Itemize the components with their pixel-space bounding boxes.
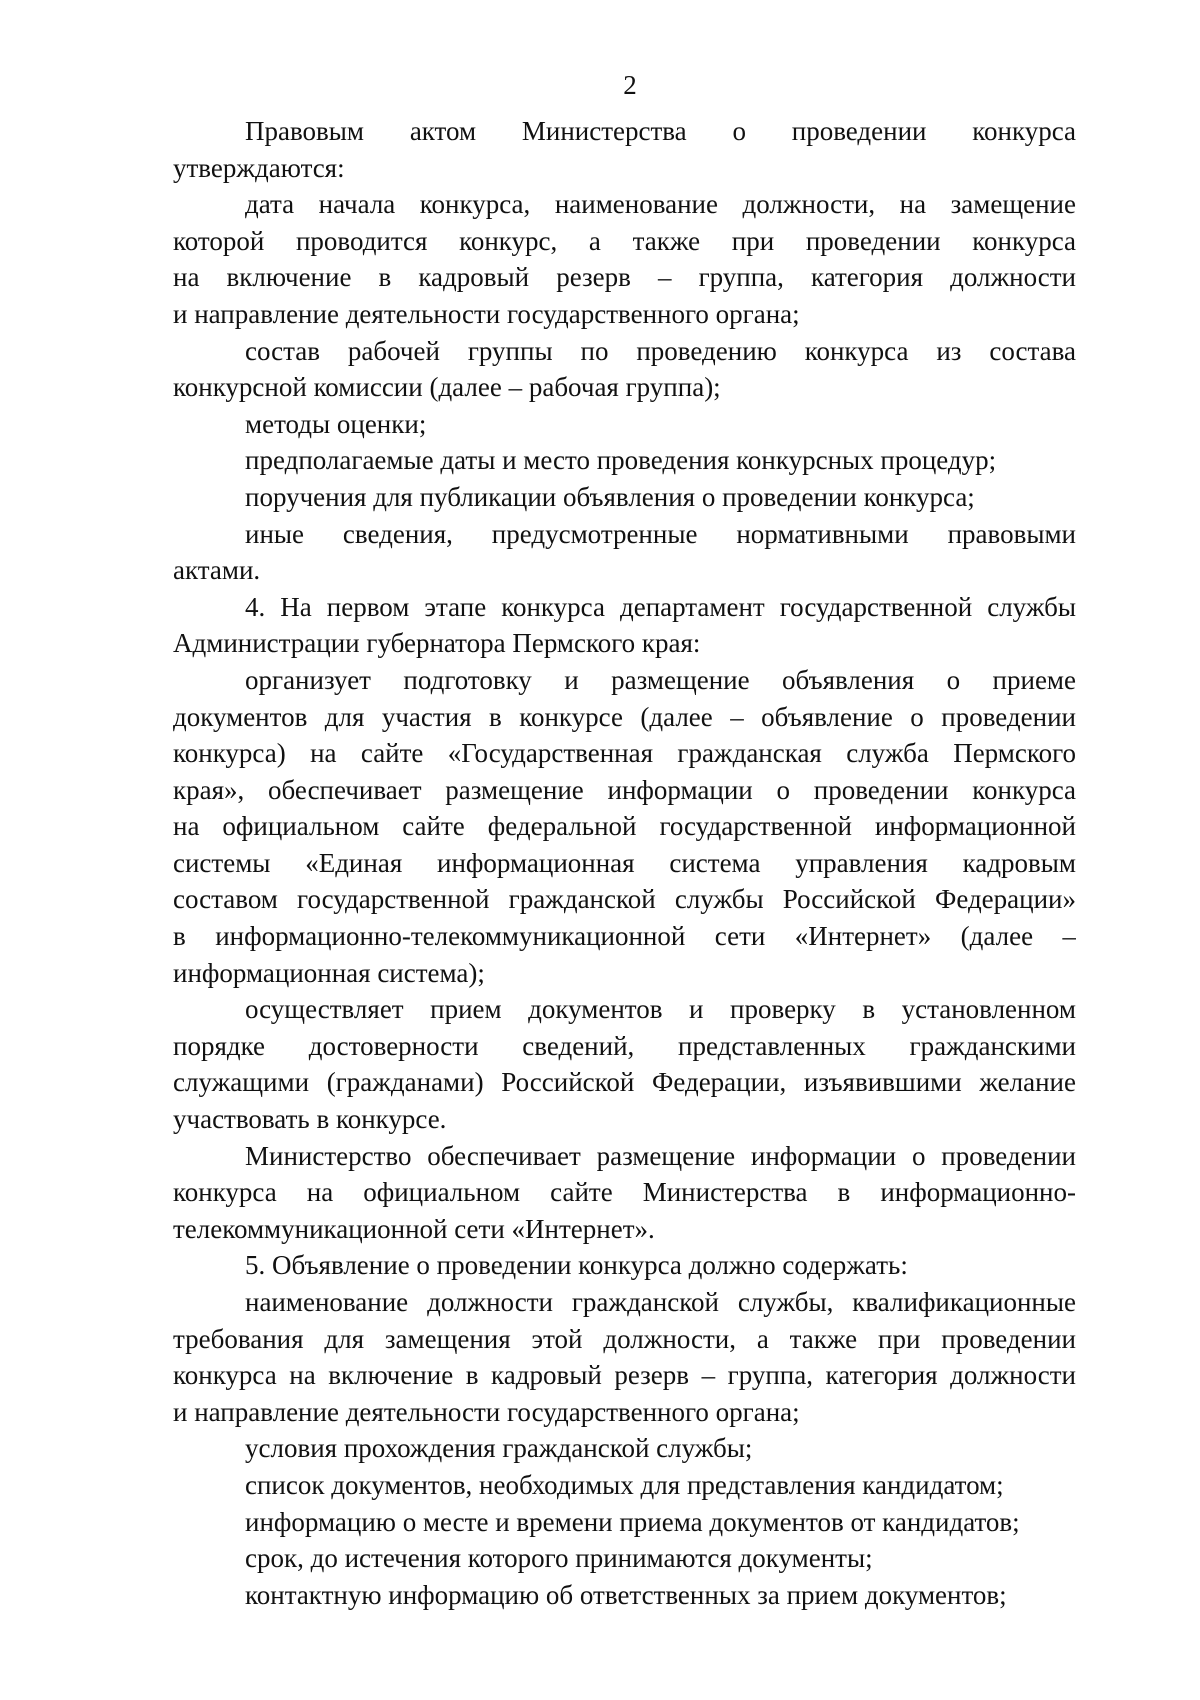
- text-line: поручения для публикации объявления о проведении конкурса;: [245, 481, 975, 512]
- text-line: на официальном сайте федеральной государственной информационной: [173, 811, 1076, 842]
- text-line: края», обеспечивает размещение информации о проведении конкурса: [173, 774, 1076, 805]
- text-line: и направление деятельности государственного органа;: [173, 298, 800, 329]
- text-line: системы «Единая информационная система управления кадровым: [173, 847, 1076, 878]
- text-line: которой проводится конкурс, а также при проведении конкурса: [173, 225, 1076, 256]
- text-line: дата начала конкурса, наименование должности, на замещение: [245, 189, 1076, 220]
- text-line: конкурса на официальном сайте Министерства в информационно-: [173, 1177, 1076, 1208]
- text-line: 4. На первом этапе конкурса департамент государственной службы: [245, 591, 1076, 622]
- text-line: Правовым актом Министерства о проведении конкурса: [245, 116, 1076, 146]
- text-line: список документов, необходимых для представления кандидатом;: [245, 1469, 1004, 1500]
- text-line: требования для замещения этой должности, а также при проведении: [173, 1323, 1076, 1354]
- document-body: [173, 113, 1076, 1613]
- text-line: конкурса) на сайте «Государственная гражданская служба Пермского: [173, 738, 1076, 769]
- text-line: и направление деятельности государственного органа;: [173, 1396, 800, 1427]
- text-line: информационная система);: [173, 957, 485, 988]
- text-line: 5. Объявление о проведении конкурса должно содержать:: [245, 1250, 908, 1281]
- text-line: конкурсной комиссии (далее – рабочая группа);: [173, 372, 721, 403]
- text-line: на включение в кадровый резерв – группа, категория должности: [173, 262, 1076, 293]
- text-line: телекоммуникационной сети «Интернет».: [173, 1213, 655, 1244]
- text-line: состав рабочей группы по проведению конкурса из состава: [245, 335, 1076, 366]
- text-line: наименование должности гражданской службы, квалификационные: [245, 1287, 1076, 1317]
- text-line: организует подготовку и размещение объявления о приеме: [245, 664, 1076, 695]
- text-line: участвовать в конкурсе.: [173, 1104, 447, 1135]
- text-line: Администрации губернатора Пермского края:: [173, 628, 701, 659]
- text-line: Министерство обеспечивает размещение информации о проведении: [245, 1140, 1076, 1171]
- text-line: служащими (гражданами) Российской Федерации, изъявившими желание: [173, 1067, 1076, 1098]
- text-line: иные сведения, предусмотренные нормативными правовыми: [245, 518, 1076, 549]
- text-line: условия прохождения гражданской службы;: [245, 1433, 753, 1464]
- text-line: предполагаемые даты и место проведения конкурсных процедур;: [245, 445, 997, 476]
- text-line: контактную информацию об ответственных за прием документов;: [245, 1579, 1007, 1610]
- page-number: 2: [623, 70, 637, 100]
- text-line: срок, до истечения которого принимаются документы;: [245, 1543, 873, 1574]
- text-line: утверждаются:: [173, 152, 345, 183]
- text-line: конкурса на включение в кадровый резерв – группа, категория должности: [173, 1360, 1076, 1391]
- text-line: информацию о месте и времени приема документов от кандидатов;: [245, 1506, 1020, 1537]
- text-line: в информационно-телекоммуникационной сети «Интернет» (далее –: [173, 921, 1076, 952]
- text-line: осуществляет прием документов и проверку в установленном: [245, 994, 1076, 1025]
- text-line: актами.: [173, 555, 261, 586]
- text-line: документов для участия в конкурсе (далее – объявление о проведении: [173, 701, 1076, 732]
- text-line: порядке достоверности сведений, представленных гражданскими: [173, 1030, 1076, 1061]
- text-line: составом государственной гражданской службы Российской Федерации»: [173, 884, 1076, 915]
- text-line: методы оценки;: [245, 408, 427, 439]
